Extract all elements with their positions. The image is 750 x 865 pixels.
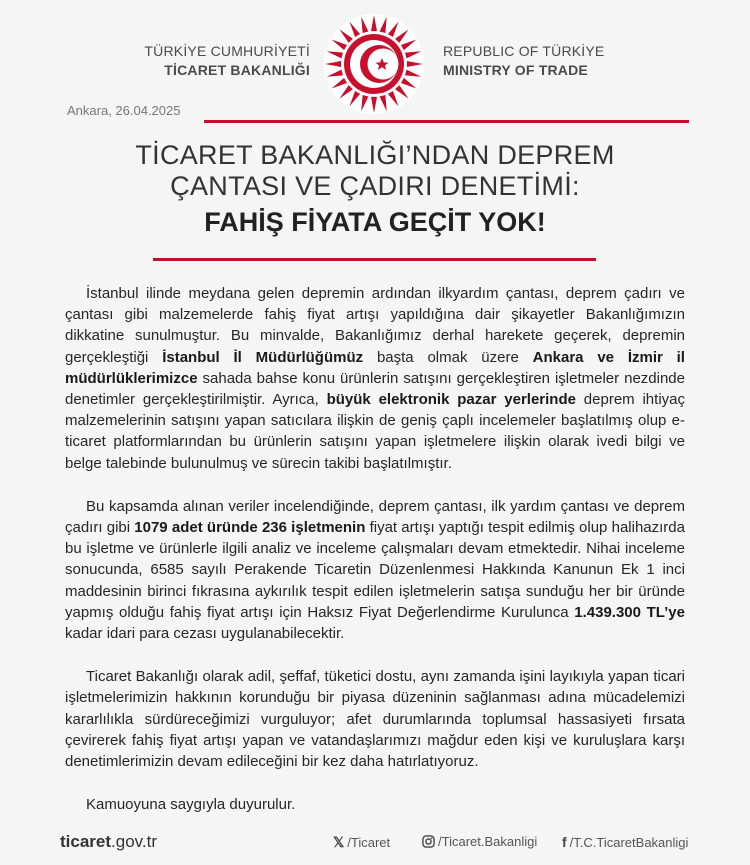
p2-bold-fine: 1.439.300 TL’ye bbox=[574, 603, 685, 621]
p1-bold-ankara-izmir: Ankara ve İzmir il müdürlüklerimizce bbox=[65, 348, 685, 387]
website-link[interactable] bbox=[60, 832, 157, 852]
website-bold: ticaret bbox=[60, 832, 112, 851]
paragraph-2 bbox=[65, 496, 685, 644]
instagram-link[interactable] bbox=[422, 834, 537, 849]
press-body bbox=[65, 283, 685, 837]
header-left-line1: TÜRKİYE CUMHURİYETİ bbox=[144, 43, 310, 59]
facebook-link[interactable] bbox=[562, 834, 688, 850]
facebook-handle: /T.C.TicaretBakanligi bbox=[569, 834, 689, 850]
x-icon: 𝕏 bbox=[333, 834, 345, 850]
headline-line2: ÇANTASI VE ÇADIRI DENETİMİ: bbox=[170, 171, 580, 201]
p2-text-c: fiyat artışı yaptığı tespit edilmiş olup halihazırda bu işletme ve ürünlerle ilgili analiz ve inceleme çalışmaları devam etmektedir. Nihai inceleme sonucunda, 6585 sayılı Perakende Ticaretin Düzenlenmesi Hakkında Kanunun Ek 1 inci maddesinin birinci fıkrasına aykırılık tespit edilen işletmelerin satışa sunduğu her bir üründe yapmış olduğu fahiş fiyat artışı için Haksız Fiyat Değerlendirme Kurulunca bbox=[65, 519, 685, 621]
x-handle: /Ticaret bbox=[347, 835, 391, 850]
header-right-line2: MINISTRY OF TRADE bbox=[443, 62, 588, 78]
header bbox=[0, 0, 750, 110]
p1-bold-marketplaces: büyük elektronik pazar yerlerinde bbox=[326, 391, 576, 409]
instagram-handle: /Ticaret.Bakanligi bbox=[438, 834, 538, 849]
date-divider bbox=[204, 120, 689, 123]
header-right-line1: REPUBLIC OF TÜRKİYE bbox=[443, 43, 605, 59]
headline bbox=[0, 140, 750, 238]
headline-line1: TİCARET BAKANLIĞI’NDAN DEPREM bbox=[135, 140, 615, 170]
instagram-icon bbox=[422, 835, 435, 848]
website-rest: .gov.tr bbox=[111, 832, 158, 851]
headline-line3: FAHİŞ FİYATA GEÇİT YOK! bbox=[204, 207, 546, 237]
ministry-emblem-icon bbox=[322, 12, 426, 116]
p1-bold-istanbul: İstanbul İl Müdürlüğümüz bbox=[162, 348, 364, 366]
header-left-text bbox=[144, 42, 310, 80]
header-right-text bbox=[443, 42, 604, 80]
footer bbox=[0, 820, 750, 860]
p2-text-a: Bu kapsamda alınan veriler incelendiğinde, deprem çantası, ilk yardım çantası ve deprem çadırı gibi bbox=[65, 497, 685, 537]
p2-bold-counts: 1079 adet üründe 236 işletmenin bbox=[134, 519, 366, 537]
p1-text-a: İstanbul ilinde meydana gelen depremin ardından ilkyardım çantası, deprem çadırı ve çantası gibi malzemelerde fahiş fiyat artışı yapıldığına dair şikayetler Bakanlığımızın dikkatine sunulmuştur. Bu minvalde, Bakanlığımız derhal harekete geçerek, depremin gerçekleştiği bbox=[65, 285, 685, 366]
paragraph-4: Kamuoyuna saygıyla duyurulur. bbox=[86, 796, 296, 814]
paragraph-3: Ticaret Bakanlığı olarak adil, şeffaf, tüketici dostu, aynı zamanda işini layıkıyla yapan ticari işletmelerimizin hakkının korunduğu bir piyasa düzeninin sağlanması adına mücadelemizi kararlılıkla sürdüreceğimizi vurguluyor; afet durumlarında toplumsal hassasiyeti fırsata çevirerek fahiş fiyat artışı yapan ve vatandaşlarımızı mağdur eden kişi ve kuruluşlara karşı denetimlerimizin devam edileceğini bir kez daha hatırlatıyoruz. bbox=[65, 668, 685, 771]
p1-text-e: sahada bahse konu ürünlerin satışını gerçekleştiren işletmeler nezdinde denetimler gerçekleştirilmiştir. Ayrıca, bbox=[65, 369, 685, 409]
x-link[interactable] bbox=[333, 834, 390, 851]
header-left-line2: TİCARET BAKANLIĞI bbox=[164, 62, 310, 78]
p1-text-c: başta olmak üzere bbox=[363, 348, 533, 366]
p2-text-e: kadar idari para cezası uygulanabilecektir. bbox=[65, 625, 345, 643]
facebook-icon: f bbox=[562, 834, 567, 850]
paragraph-1 bbox=[65, 283, 685, 474]
headline-divider bbox=[153, 258, 596, 261]
p1-text-g: deprem ihtiyaç malzemelerinin satışını yapan satıcılara ilişkin de geniş çaplı incelemeler başlatılmış olup e-ticaret platformlarından bu ürünlerin satışını yapan işletmelere ilişkin olarak ivedi bilgi ve belge talebinde bulunulmuş ve sürecin takibi başlatılmıştır. bbox=[65, 391, 685, 472]
press-date: Ankara, 26.04.2025 bbox=[67, 103, 181, 118]
